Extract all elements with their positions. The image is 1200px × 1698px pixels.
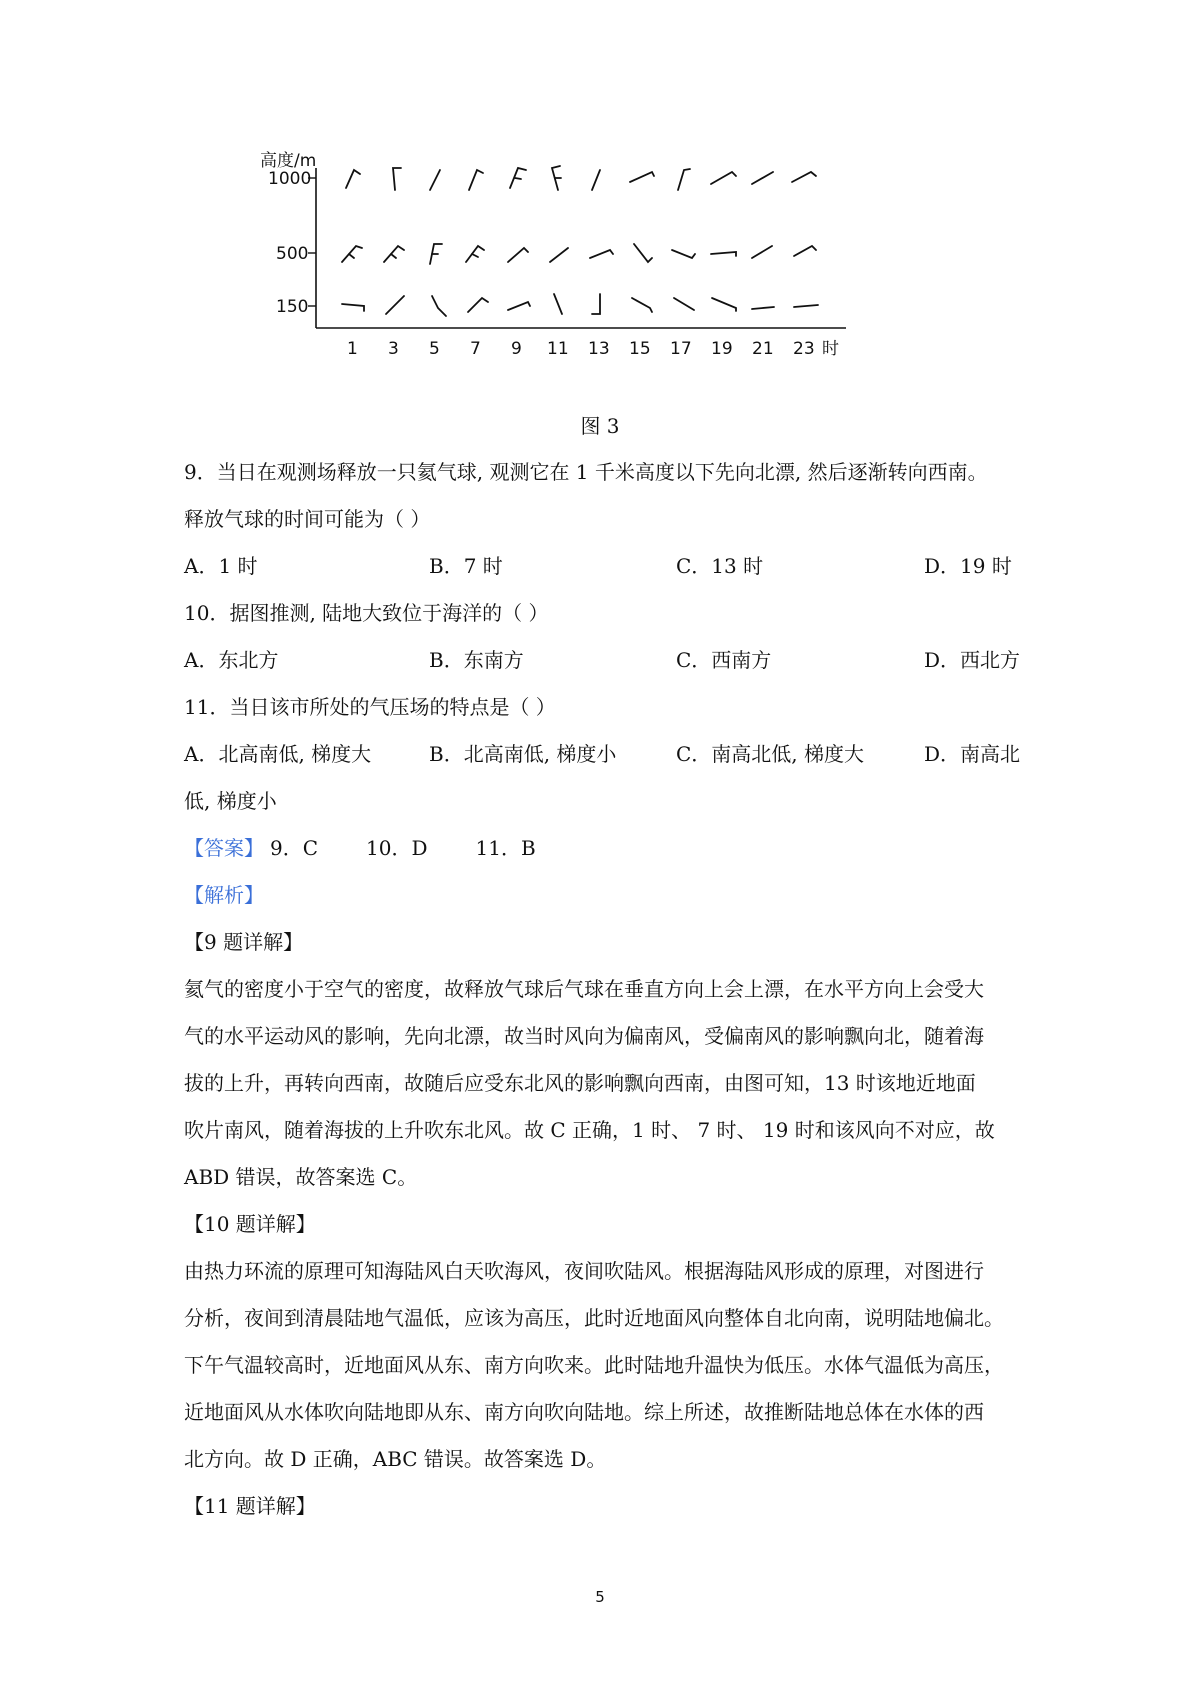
wind-barb	[630, 172, 654, 182]
q10-detail-header: 【10 题详解】	[184, 1212, 316, 1236]
wind-barb	[550, 248, 568, 262]
wind-barb	[393, 168, 401, 190]
x-tick-label: 5	[429, 339, 440, 359]
q9-detail-line: 气的水平运动风的影响，先向北漂，故当时风向为偏南风，受偏南风的影响飘向北，随着海	[184, 1024, 984, 1048]
wind-barb	[634, 244, 652, 262]
wind-barb	[752, 246, 772, 258]
q11-option-d: D．南高北	[924, 742, 1021, 766]
wind-barb	[342, 246, 362, 262]
y-tick-label: 150	[276, 297, 309, 317]
y-axis-label: 高度/m	[260, 151, 317, 171]
wind-barb	[346, 170, 360, 188]
q9-option-c: C．13 时	[676, 554, 764, 578]
q9-options	[184, 552, 1024, 580]
wind-barb	[792, 172, 816, 182]
wind-barb	[678, 169, 690, 190]
analysis-label: 【解析】	[184, 883, 264, 907]
answer-line	[184, 834, 536, 862]
q11-option-b: B．北高南低, 梯度小	[429, 742, 617, 766]
x-tick-label: 3	[388, 339, 399, 359]
x-tick-label: 21	[752, 339, 774, 359]
x-tick-label: 13	[588, 339, 610, 359]
wind-barb	[469, 170, 483, 190]
x-tick-label: 17	[670, 339, 692, 359]
answer-item: 9．C	[270, 836, 319, 860]
wind-barb	[554, 294, 562, 314]
wind-barb	[386, 296, 404, 314]
q10-option-d: D．西北方	[924, 648, 1021, 672]
x-tick-label: 15	[629, 339, 651, 359]
x-tick-label: 23	[793, 339, 815, 359]
wind-barb	[468, 298, 488, 312]
q9-stem-line1: 9．当日在观测场释放一只氦气球, 观测它在 1 千米高度以下先向北漂, 然后逐渐转向西南。	[184, 460, 988, 484]
q11-option-d-continuation: 低, 梯度小	[184, 789, 277, 813]
wind-barb	[432, 296, 446, 316]
q10-option-b: B．东南方	[429, 648, 524, 672]
wind-barb	[342, 304, 364, 311]
answer-item: 11．B	[475, 836, 536, 860]
wind-barb	[794, 246, 816, 256]
wind-barb	[384, 246, 404, 262]
q9-detail-line: ABD 错误，故答案选 C。	[184, 1165, 418, 1189]
q9-detail-line: 氦气的密度小于空气的密度，故释放气球后气球在垂直方向上会上漂，在水平方向上会受大	[184, 977, 984, 1001]
answer-label: 【答案】	[184, 836, 264, 860]
x-tick-label: 19	[711, 339, 733, 359]
q11-option-c: C．南高北低, 梯度大	[676, 742, 865, 766]
wind-barb	[590, 250, 613, 258]
q9-option-d: D．19 时	[924, 554, 1012, 578]
wind-barb	[712, 298, 736, 311]
q10-options	[184, 646, 1024, 674]
q10-stem: 10．据图推测, 陆地大致位于海洋的（ ）	[184, 601, 549, 625]
x-tick-label: 11	[547, 339, 569, 359]
wind-barb-chart	[260, 148, 930, 398]
q9-detail-line: 吹片南风，随着海拔的上升吹东北风。故 C 正确，1 时、 7 时、 19 时和该风向不对应，故	[184, 1118, 995, 1142]
wind-barb	[466, 246, 484, 262]
q11-option-a: A．北高南低, 梯度大	[184, 742, 372, 766]
wind-barb	[515, 178, 521, 179]
wind-barb	[711, 172, 736, 184]
page-number: 5	[595, 1588, 605, 1606]
wind-barb	[794, 305, 818, 307]
wind-barb	[391, 254, 396, 258]
q11-options	[184, 740, 1024, 768]
wind-barb	[592, 294, 600, 314]
q11-stem: 11．当日该市所处的气压场的特点是（ ）	[184, 695, 556, 719]
wind-barb	[592, 170, 600, 190]
q9-detail-line: 拔的上升，再转向西南，故随后应受东北风的影响飘向西南，由图可知，13 时该地近地面	[184, 1071, 976, 1095]
y-tick-label: 1000	[268, 169, 312, 189]
wind-barb	[711, 252, 736, 256]
figure-caption: 图 3	[580, 414, 620, 438]
wind-barb	[674, 298, 694, 310]
q9-stem-line2: 释放气球的时间可能为（ ）	[184, 507, 431, 531]
q10-detail-line: 下午气温较高时，近地面风从东、南方向吹来。此时陆地升温快为低压。水体气温低为高压，	[184, 1353, 1004, 1377]
x-tick-label: 9	[511, 339, 522, 359]
wind-barb	[632, 298, 652, 312]
q10-option-a: A．东北方	[184, 648, 279, 672]
wind-barb	[672, 250, 695, 258]
answer-item: 10．D	[366, 836, 428, 860]
q9-option-a: A．1 时	[184, 554, 258, 578]
wind-barb	[349, 254, 354, 258]
x-tick-label: 1	[347, 339, 358, 359]
q10-detail-line: 由热力环流的原理可知海陆风白天吹海风，夜间吹陆风。根据海陆风形成的原理，对图进行	[184, 1259, 984, 1283]
wind-barb	[508, 302, 530, 310]
x-unit-label: 时	[822, 339, 839, 359]
wind-barb-figure	[260, 148, 930, 398]
q9-option-b: B．7 时	[429, 554, 503, 578]
y-tick-label: 500	[276, 244, 309, 264]
q10-detail-line: 近地面风从水体吹向陆地即从东、南方向吹向陆地。综上所述，故推断陆地总体在水体的西	[184, 1400, 984, 1424]
wind-barb	[472, 254, 478, 257]
wind-barb	[508, 248, 528, 262]
wind-barb	[430, 170, 440, 190]
wind-barb	[752, 307, 774, 309]
q11-detail-header: 【11 题详解】	[184, 1494, 316, 1518]
x-tick-label: 7	[470, 339, 481, 359]
q10-detail-line: 分析，夜间到清晨陆地气温低，应该为高压，此时近地面风向整体自北向南，说明陆地偏北。	[184, 1306, 1004, 1330]
q10-option-c: C．西南方	[676, 648, 772, 672]
q10-detail-line: 北方向。故 D 正确，ABC 错误。故答案选 D。	[184, 1447, 607, 1471]
wind-barb	[752, 172, 773, 184]
q9-detail-header: 【9 题详解】	[184, 930, 304, 954]
